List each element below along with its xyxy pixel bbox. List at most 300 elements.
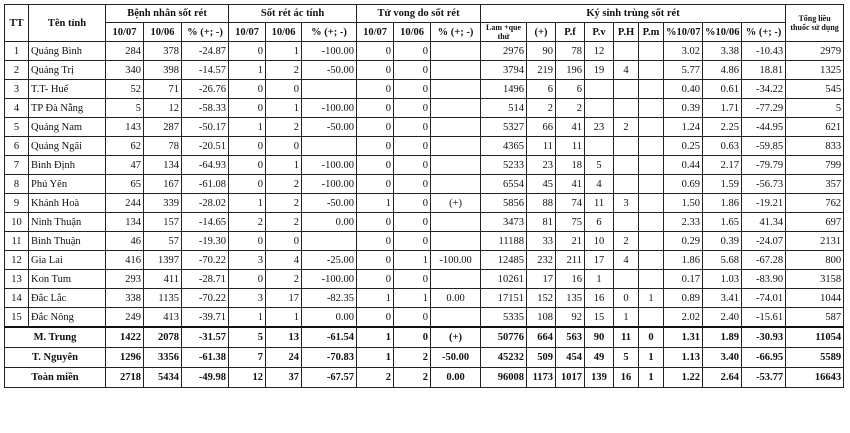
- summary-cell-p07: 1.22: [664, 368, 703, 388]
- cell-pv: 4: [585, 175, 614, 194]
- cell-bn06: 1135: [144, 289, 182, 308]
- cell-p06: 2.17: [703, 156, 742, 175]
- summary-cell-tvp: -50.00: [431, 348, 481, 368]
- cell-ph: 2: [614, 118, 639, 137]
- header-pct-1007: %10/07: [664, 23, 703, 42]
- table-row: [5, 156, 844, 175]
- cell-pf: 6: [556, 80, 585, 99]
- cell-bn06: 398: [144, 61, 182, 80]
- cell-pos: 108: [527, 308, 556, 328]
- cell-ac06: 0: [266, 137, 302, 156]
- cell-tv07: 0: [357, 175, 394, 194]
- summary-name: M. Trung: [5, 327, 106, 348]
- cell-pos: 219: [527, 61, 556, 80]
- row-number: 4: [5, 99, 29, 118]
- cell-ph: 4: [614, 251, 639, 270]
- cell-p07: 2.33: [664, 213, 703, 232]
- summary-cell-ph: 11: [614, 327, 639, 348]
- cell-ac07: 2: [229, 213, 266, 232]
- cell-pf: 41: [556, 118, 585, 137]
- cell-tl: 833: [786, 137, 844, 156]
- cell-tv06: 0: [394, 61, 431, 80]
- cell-tv06: 0: [394, 194, 431, 213]
- header-benh-nhan: Bệnh nhân sốt rét: [106, 5, 229, 23]
- cell-pf: 135: [556, 289, 585, 308]
- province-name: Quảng Ngãi: [29, 137, 106, 156]
- cell-p06: 0.61: [703, 80, 742, 99]
- cell-acp: -100.00: [302, 156, 357, 175]
- summary-cell-lam: 45232: [481, 348, 527, 368]
- table-row: [5, 137, 844, 156]
- cell-acp: [302, 80, 357, 99]
- cell-pp: -77.29: [742, 99, 786, 118]
- cell-bnp: -14.57: [182, 61, 229, 80]
- cell-p07: 0.40: [664, 80, 703, 99]
- summary-cell-p06: 1.89: [703, 327, 742, 348]
- cell-pv: 1: [585, 270, 614, 289]
- summary-cell-ac06: 13: [266, 327, 302, 348]
- cell-tv07: 0: [357, 251, 394, 270]
- cell-pm: [639, 156, 664, 175]
- summary-cell-p06: 2.64: [703, 368, 742, 388]
- cell-ac07: 0: [229, 232, 266, 251]
- cell-ac06: 2: [266, 175, 302, 194]
- cell-pm: [639, 118, 664, 137]
- cell-ac06: 2: [266, 194, 302, 213]
- cell-p06: 3.41: [703, 289, 742, 308]
- cell-pp: -67.28: [742, 251, 786, 270]
- summary-cell-pf: 454: [556, 348, 585, 368]
- cell-tl: 2131: [786, 232, 844, 251]
- summary-cell-tv07: 1: [357, 348, 394, 368]
- cell-bnp: -26.76: [182, 80, 229, 99]
- cell-tv06: 1: [394, 251, 431, 270]
- cell-p06: 2.40: [703, 308, 742, 328]
- cell-tl: 800: [786, 251, 844, 270]
- summary-cell-pm: 0: [639, 327, 664, 348]
- province-name: Gia Lai: [29, 251, 106, 270]
- cell-bn07: 249: [106, 308, 144, 328]
- cell-pos: 23: [527, 156, 556, 175]
- cell-tv07: 1: [357, 289, 394, 308]
- cell-bn06: 78: [144, 137, 182, 156]
- cell-pv: 16: [585, 289, 614, 308]
- cell-bn06: 157: [144, 213, 182, 232]
- cell-p06: 1.86: [703, 194, 742, 213]
- cell-pv: 11: [585, 194, 614, 213]
- cell-ac06: 0: [266, 80, 302, 99]
- row-number: 15: [5, 308, 29, 328]
- header-ph: P.H: [614, 23, 639, 42]
- row-number: 11: [5, 232, 29, 251]
- cell-pos: 6: [527, 80, 556, 99]
- row-number: 14: [5, 289, 29, 308]
- cell-lam: 11188: [481, 232, 527, 251]
- cell-p06: 0.63: [703, 137, 742, 156]
- cell-pv: 5: [585, 156, 614, 175]
- province-name: Bình Định: [29, 156, 106, 175]
- cell-lam: 3794: [481, 61, 527, 80]
- cell-p07: 1.24: [664, 118, 703, 137]
- cell-ph: [614, 156, 639, 175]
- cell-tvp: (+): [431, 194, 481, 213]
- row-number: 2: [5, 61, 29, 80]
- cell-bnp: -24.87: [182, 42, 229, 61]
- cell-ac06: 17: [266, 289, 302, 308]
- cell-pos: 17: [527, 270, 556, 289]
- cell-pm: [639, 232, 664, 251]
- cell-bnp: -28.71: [182, 270, 229, 289]
- table-row: [5, 175, 844, 194]
- cell-pm: 1: [639, 289, 664, 308]
- row-number: 3: [5, 80, 29, 99]
- cell-p07: 0.89: [664, 289, 703, 308]
- cell-lam: 5335: [481, 308, 527, 328]
- cell-pm: [639, 213, 664, 232]
- cell-tv07: 0: [357, 61, 394, 80]
- cell-p06: 0.39: [703, 232, 742, 251]
- cell-tv07: 1: [357, 194, 394, 213]
- cell-ac06: 4: [266, 251, 302, 270]
- cell-lam: 2976: [481, 42, 527, 61]
- row-number: 1: [5, 42, 29, 61]
- header-ky-sinh-trung: Ký sinh trùng sốt rét: [481, 5, 786, 23]
- header-ac-1006: 10/06: [266, 23, 302, 42]
- cell-bnp: -61.08: [182, 175, 229, 194]
- table-row: [5, 194, 844, 213]
- summary-row: [5, 348, 844, 368]
- summary-cell-pp: -30.93: [742, 327, 786, 348]
- province-name: TP Đà Nẵng: [29, 99, 106, 118]
- province-name: T.T- Huế: [29, 80, 106, 99]
- summary-cell-bn06: 2078: [144, 327, 182, 348]
- summary-cell-p07: 1.13: [664, 348, 703, 368]
- cell-tvp: [431, 213, 481, 232]
- cell-pv: [585, 137, 614, 156]
- cell-acp: -100.00: [302, 175, 357, 194]
- cell-ac07: 0: [229, 175, 266, 194]
- cell-pos: 152: [527, 289, 556, 308]
- cell-bn07: 65: [106, 175, 144, 194]
- cell-p06: 1.65: [703, 213, 742, 232]
- cell-pos: 81: [527, 213, 556, 232]
- cell-acp: -50.00: [302, 61, 357, 80]
- cell-bnp: -50.17: [182, 118, 229, 137]
- table-row: [5, 213, 844, 232]
- cell-tl: 5: [786, 99, 844, 118]
- cell-pm: [639, 42, 664, 61]
- summary-cell-lam: 96008: [481, 368, 527, 388]
- table-row: [5, 232, 844, 251]
- cell-acp: -50.00: [302, 194, 357, 213]
- summary-cell-ph: 16: [614, 368, 639, 388]
- cell-lam: 17151: [481, 289, 527, 308]
- cell-acp: -82.35: [302, 289, 357, 308]
- cell-tv07: 0: [357, 213, 394, 232]
- cell-ph: 1: [614, 308, 639, 328]
- cell-bnp: -28.02: [182, 194, 229, 213]
- header-pf: P.f: [556, 23, 585, 42]
- cell-acp: -100.00: [302, 270, 357, 289]
- cell-ph: [614, 42, 639, 61]
- summary-cell-pos: 509: [527, 348, 556, 368]
- cell-p07: 5.77: [664, 61, 703, 80]
- cell-ac06: 0: [266, 232, 302, 251]
- cell-ac06: 1: [266, 99, 302, 118]
- table-row: [5, 99, 844, 118]
- header-bn-1007: 10/07: [106, 23, 144, 42]
- cell-tv07: 0: [357, 232, 394, 251]
- header-pct-1006: %10/06: [703, 23, 742, 42]
- row-number: 13: [5, 270, 29, 289]
- cell-tv06: 1: [394, 289, 431, 308]
- cell-pm: [639, 175, 664, 194]
- cell-pp: -10.43: [742, 42, 786, 61]
- cell-pv: [585, 99, 614, 118]
- cell-bnp: -70.22: [182, 251, 229, 270]
- cell-bn07: 338: [106, 289, 144, 308]
- summary-cell-tv06: 2: [394, 348, 431, 368]
- cell-tv06: 0: [394, 232, 431, 251]
- cell-tv06: 0: [394, 213, 431, 232]
- cell-p07: 0.44: [664, 156, 703, 175]
- header-bn-pct: % (+; -): [182, 23, 229, 42]
- header-ac-1007: 10/07: [229, 23, 266, 42]
- summary-cell-ph: 5: [614, 348, 639, 368]
- row-number: 10: [5, 213, 29, 232]
- summary-cell-ac06: 37: [266, 368, 302, 388]
- cell-pf: 41: [556, 175, 585, 194]
- cell-pos: 232: [527, 251, 556, 270]
- cell-p07: 2.02: [664, 308, 703, 328]
- cell-lam: 12485: [481, 251, 527, 270]
- table-row: [5, 270, 844, 289]
- cell-tv07: 0: [357, 270, 394, 289]
- cell-tl: 2979: [786, 42, 844, 61]
- cell-ac06: 1: [266, 42, 302, 61]
- cell-bnp: -58.33: [182, 99, 229, 118]
- cell-pp: 18.81: [742, 61, 786, 80]
- table-row: [5, 80, 844, 99]
- summary-cell-bn07: 2718: [106, 368, 144, 388]
- summary-cell-pf: 563: [556, 327, 585, 348]
- cell-ac06: 2: [266, 118, 302, 137]
- summary-cell-bnp: -49.98: [182, 368, 229, 388]
- cell-tvp: [431, 156, 481, 175]
- header-bn-1006: 10/06: [144, 23, 182, 42]
- cell-lam: 514: [481, 99, 527, 118]
- province-name: Quảng Trị: [29, 61, 106, 80]
- summary-cell-tv06: 0: [394, 327, 431, 348]
- row-number: 8: [5, 175, 29, 194]
- cell-pf: 11: [556, 137, 585, 156]
- cell-pm: [639, 251, 664, 270]
- cell-tl: 357: [786, 175, 844, 194]
- summary-cell-bnp: -31.57: [182, 327, 229, 348]
- cell-tv06: 0: [394, 175, 431, 194]
- cell-ac06: 1: [266, 156, 302, 175]
- summary-name: Toàn miền: [5, 368, 106, 388]
- cell-pos: 33: [527, 232, 556, 251]
- cell-pm: [639, 137, 664, 156]
- cell-ac07: 0: [229, 156, 266, 175]
- cell-pf: 2: [556, 99, 585, 118]
- cell-ac07: 0: [229, 137, 266, 156]
- cell-pp: 41.34: [742, 213, 786, 232]
- cell-bn07: 293: [106, 270, 144, 289]
- cell-tvp: [431, 175, 481, 194]
- header-sot-ret-ac-tinh: Sốt rét ác tính: [229, 5, 357, 23]
- cell-lam: 6554: [481, 175, 527, 194]
- cell-bn06: 57: [144, 232, 182, 251]
- table-row: [5, 42, 844, 61]
- cell-tv06: 0: [394, 270, 431, 289]
- cell-pf: 211: [556, 251, 585, 270]
- summary-cell-lam: 50776: [481, 327, 527, 348]
- malaria-stats-table: [4, 4, 844, 388]
- cell-pf: 196: [556, 61, 585, 80]
- cell-ph: [614, 99, 639, 118]
- cell-p07: 0.69: [664, 175, 703, 194]
- header-tu-vong: Tử vong do sốt rét: [357, 5, 481, 23]
- cell-pf: 74: [556, 194, 585, 213]
- summary-cell-pv: 49: [585, 348, 614, 368]
- cell-ph: 2: [614, 232, 639, 251]
- summary-cell-tl: 16643: [786, 368, 844, 388]
- cell-ph: [614, 137, 639, 156]
- summary-cell-pp: -66.95: [742, 348, 786, 368]
- summary-cell-tvp: (+): [431, 327, 481, 348]
- cell-tv06: 0: [394, 137, 431, 156]
- cell-pv: 17: [585, 251, 614, 270]
- cell-tvp: [431, 232, 481, 251]
- cell-tl: 799: [786, 156, 844, 175]
- cell-bn07: 62: [106, 137, 144, 156]
- cell-pp: -56.73: [742, 175, 786, 194]
- header-tong-lieu: Tổng liều thuốc sử dụng: [786, 5, 844, 42]
- cell-tvp: [431, 61, 481, 80]
- cell-tvp: [431, 42, 481, 61]
- summary-cell-bn06: 5434: [144, 368, 182, 388]
- cell-tl: 621: [786, 118, 844, 137]
- cell-tl: 762: [786, 194, 844, 213]
- cell-tv07: 0: [357, 99, 394, 118]
- cell-acp: -100.00: [302, 42, 357, 61]
- cell-tl: 1044: [786, 289, 844, 308]
- header-tv-pct: % (+; -): [431, 23, 481, 42]
- cell-p06: 4.86: [703, 61, 742, 80]
- cell-pp: -19.21: [742, 194, 786, 213]
- cell-bn07: 143: [106, 118, 144, 137]
- cell-pp: -24.07: [742, 232, 786, 251]
- cell-pv: 6: [585, 213, 614, 232]
- table-row: [5, 308, 844, 328]
- cell-pp: -59.85: [742, 137, 786, 156]
- cell-bn06: 134: [144, 156, 182, 175]
- cell-tv06: 0: [394, 42, 431, 61]
- cell-bn06: 378: [144, 42, 182, 61]
- cell-bn06: 71: [144, 80, 182, 99]
- cell-ac07: 0: [229, 80, 266, 99]
- cell-acp: [302, 232, 357, 251]
- cell-bn07: 47: [106, 156, 144, 175]
- cell-pos: 2: [527, 99, 556, 118]
- cell-tvp: 0.00: [431, 289, 481, 308]
- cell-pv: 15: [585, 308, 614, 328]
- province-name: Khánh Hoà: [29, 194, 106, 213]
- cell-pos: 90: [527, 42, 556, 61]
- summary-cell-ac07: 7: [229, 348, 266, 368]
- cell-acp: [302, 137, 357, 156]
- cell-tv06: 0: [394, 80, 431, 99]
- cell-acp: -50.00: [302, 118, 357, 137]
- header-tt: TT: [5, 5, 29, 42]
- summary-cell-pm: 1: [639, 368, 664, 388]
- cell-pm: [639, 270, 664, 289]
- cell-p06: 1.03: [703, 270, 742, 289]
- cell-tv06: 0: [394, 156, 431, 175]
- summary-cell-tv07: 2: [357, 368, 394, 388]
- cell-pf: 75: [556, 213, 585, 232]
- summary-cell-p06: 3.40: [703, 348, 742, 368]
- cell-bnp: -70.22: [182, 289, 229, 308]
- summary-cell-pv: 90: [585, 327, 614, 348]
- cell-bn07: 5: [106, 99, 144, 118]
- summary-cell-bn06: 3356: [144, 348, 182, 368]
- cell-bn07: 134: [106, 213, 144, 232]
- cell-ac07: 3: [229, 289, 266, 308]
- cell-p06: 2.25: [703, 118, 742, 137]
- cell-pm: [639, 61, 664, 80]
- cell-pf: 21: [556, 232, 585, 251]
- cell-pf: 92: [556, 308, 585, 328]
- cell-ac07: 1: [229, 194, 266, 213]
- cell-bn06: 287: [144, 118, 182, 137]
- province-name: Đắc Nông: [29, 308, 106, 328]
- cell-ac06: 2: [266, 270, 302, 289]
- cell-lam: 4365: [481, 137, 527, 156]
- cell-bn07: 244: [106, 194, 144, 213]
- cell-pf: 78: [556, 42, 585, 61]
- cell-ac06: 1: [266, 308, 302, 328]
- cell-ph: [614, 175, 639, 194]
- cell-pm: [639, 99, 664, 118]
- province-name: Bình Thuận: [29, 232, 106, 251]
- cell-bnp: -39.71: [182, 308, 229, 328]
- cell-lam: 5233: [481, 156, 527, 175]
- province-name: Phú Yên: [29, 175, 106, 194]
- cell-bn06: 167: [144, 175, 182, 194]
- cell-ph: [614, 213, 639, 232]
- cell-pv: 23: [585, 118, 614, 137]
- cell-lam: 5856: [481, 194, 527, 213]
- cell-lam: 5327: [481, 118, 527, 137]
- row-number: 6: [5, 137, 29, 156]
- cell-pv: [585, 80, 614, 99]
- summary-cell-tvp: 0.00: [431, 368, 481, 388]
- summary-cell-bn07: 1422: [106, 327, 144, 348]
- row-number: 7: [5, 156, 29, 175]
- cell-pf: 18: [556, 156, 585, 175]
- summary-cell-tl: 5589: [786, 348, 844, 368]
- cell-bn07: 284: [106, 42, 144, 61]
- header-tv-1007: 10/07: [357, 23, 394, 42]
- cell-pv: 12: [585, 42, 614, 61]
- cell-tl: 697: [786, 213, 844, 232]
- cell-p06: 3.38: [703, 42, 742, 61]
- cell-ph: 4: [614, 61, 639, 80]
- cell-bn06: 339: [144, 194, 182, 213]
